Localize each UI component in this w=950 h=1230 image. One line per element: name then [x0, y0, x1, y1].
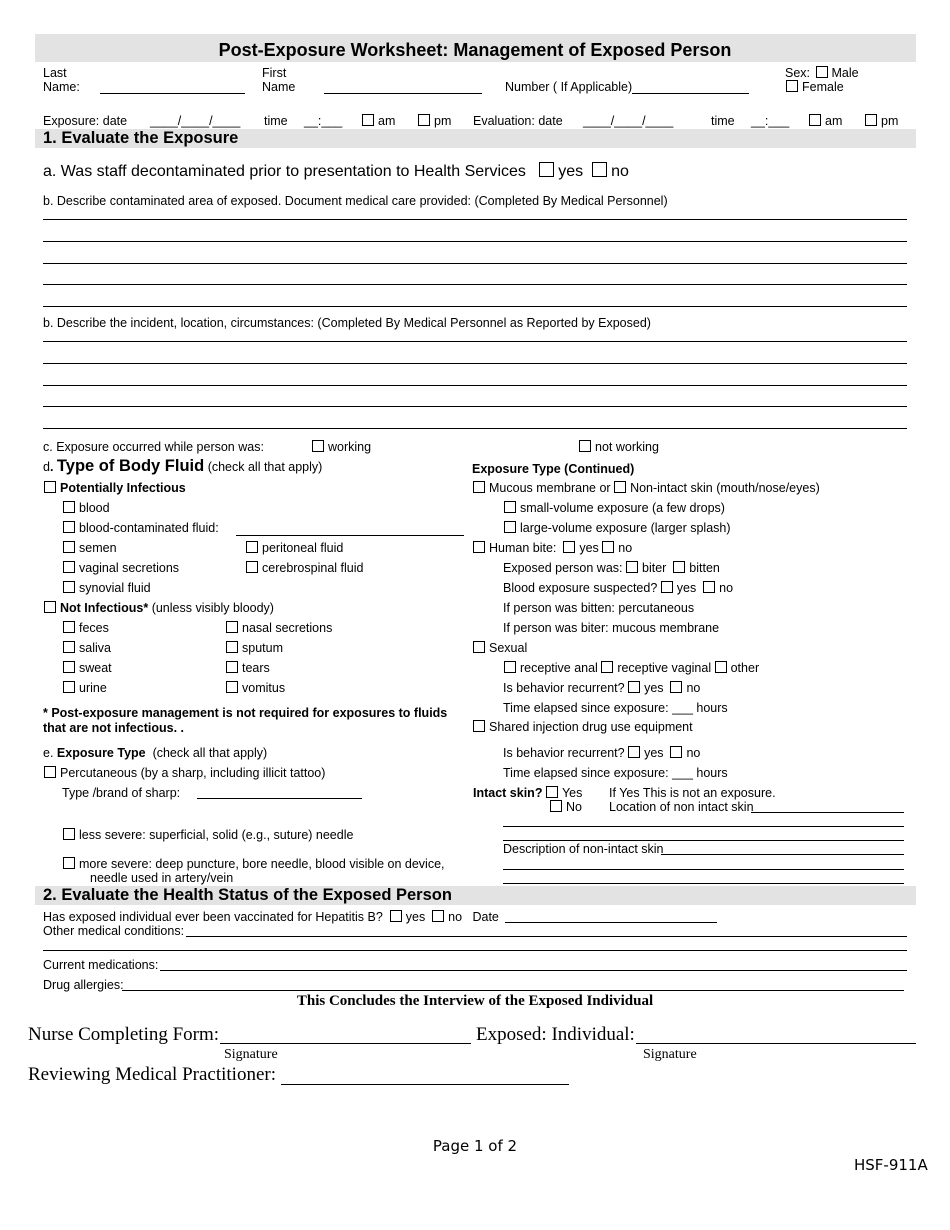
urine-checkbox[interactable] [63, 681, 75, 693]
tears-option: tears [226, 661, 270, 675]
peritoneal-option: peritoneal fluid [246, 541, 343, 555]
feces-checkbox[interactable] [63, 621, 75, 633]
exposure-type-heading: e. Exposure Type (check all that apply) [43, 746, 268, 760]
working-option: working [312, 440, 371, 454]
hep-b-row: Has exposed individual ever been vaccinated for Hepatitis B? yes no Date [43, 910, 499, 924]
b1-line-1[interactable] [43, 219, 907, 220]
more-severe-checkbox[interactable] [63, 857, 75, 869]
synovial-checkbox[interactable] [63, 581, 75, 593]
female-option: Female [786, 80, 844, 94]
other-conditions-label: Other medical conditions: [43, 924, 185, 938]
semen-option: semen [63, 541, 117, 555]
nasal-option: nasal secretions [226, 621, 332, 635]
vomitus-option: vomitus [226, 681, 285, 695]
evaluation-am-checkbox[interactable] [809, 114, 821, 126]
less-severe-option: less severe: superficial, solid (e.g., suture) needle [63, 828, 353, 842]
nonintact-checkbox[interactable] [614, 481, 626, 493]
mucous-option: Mucous membrane or Non-intact skin (mouth/nose/eyes) [473, 481, 820, 495]
current-medications-field[interactable] [160, 970, 907, 971]
intact-yes-checkbox[interactable] [546, 786, 558, 798]
blood-option: blood [63, 501, 110, 515]
sharp-brand-field[interactable] [197, 798, 362, 799]
hep-b-no-checkbox[interactable] [432, 910, 444, 922]
first-name-label: First Name [262, 66, 296, 94]
male-checkbox[interactable] [816, 66, 828, 78]
exposure-pm-checkbox[interactable] [418, 114, 430, 126]
sharp-brand-label: Type /brand of sharp: [62, 786, 181, 800]
description-nonintact-field[interactable] [661, 854, 904, 855]
question-c: c. Exposure occurred while person was: [43, 440, 264, 454]
reviewing-label: Reviewing Medical Practitioner: [28, 1064, 276, 1085]
exposed-signature-field[interactable] [636, 1043, 916, 1044]
human-bite-checkbox[interactable] [473, 541, 485, 553]
sexual-recurrent-yes-checkbox[interactable] [628, 681, 640, 693]
drug-allergies-field[interactable] [122, 990, 904, 991]
current-medications-label: Current medications: [43, 958, 159, 972]
section1-heading: 1. Evaluate the Exposure [43, 129, 239, 147]
last-name-field[interactable] [100, 93, 245, 94]
if-yes-note: If Yes This is not an exposure. [609, 786, 776, 800]
description-nonintact-line-3[interactable] [503, 883, 904, 884]
feces-option: feces [63, 621, 109, 635]
other-conditions-field[interactable] [186, 936, 907, 937]
intact-no-checkbox[interactable] [550, 800, 562, 812]
evaluation-am-option: am [809, 114, 842, 128]
nasal-checkbox[interactable] [226, 621, 238, 633]
other-checkbox[interactable] [715, 661, 727, 673]
b1-line-5[interactable] [43, 306, 907, 307]
other-conditions-line-2[interactable] [43, 950, 907, 951]
sexual-checkbox[interactable] [473, 641, 485, 653]
injection-recurrent-row: Is behavior recurrent? yes no [503, 746, 701, 760]
reviewing-signature-field[interactable] [281, 1084, 569, 1085]
number-field[interactable] [632, 93, 749, 94]
female-checkbox[interactable] [786, 80, 798, 92]
exposure-am-checkbox[interactable] [362, 114, 374, 126]
exposure-time-field[interactable]: __:___ [304, 114, 343, 128]
fluid-heading: d. Type of Body Fluid (check all that apply) [43, 457, 323, 475]
sweat-checkbox[interactable] [63, 661, 75, 673]
blood-contaminated-checkbox[interactable] [63, 521, 75, 533]
exposure-time-label: time [264, 114, 288, 128]
if-bitten-text: If person was bitten: percutaneous [503, 601, 695, 615]
percutaneous-checkbox[interactable] [44, 766, 56, 778]
sex-label: Sex: Male [785, 66, 859, 80]
exposed-label: Exposed: Individual: [476, 1024, 635, 1045]
potentially-infectious-option: Potentially Infectious [44, 481, 186, 495]
shared-injection-checkbox[interactable] [473, 720, 485, 732]
intact-no-option: No [550, 800, 582, 814]
small-volume-checkbox[interactable] [504, 501, 516, 513]
b2-line-4[interactable] [43, 406, 907, 407]
vaginal-checkbox[interactable] [63, 561, 75, 573]
location-nonintact-line-2[interactable] [503, 826, 904, 827]
footnote: * Post-exposure management is not required for exposures to fluids that are not infectious. . [43, 706, 448, 735]
description-nonintact-label: Description of non-intact skin [503, 842, 664, 856]
peritoneal-checkbox[interactable] [246, 541, 258, 553]
tears-checkbox[interactable] [226, 661, 238, 673]
exposure-date-label: Exposure: date [43, 114, 128, 128]
injection-time-elapsed: Time elapsed since exposure: ___ hours [503, 766, 728, 780]
small-volume-option: small-volume exposure (a few drops) [504, 501, 725, 515]
b2-line-2[interactable] [43, 363, 907, 364]
exposure-pm-option: pm [418, 114, 451, 128]
blood-suspected-no-checkbox[interactable] [703, 581, 715, 593]
b2-line-3[interactable] [43, 385, 907, 386]
blood-contaminated-field[interactable] [236, 535, 464, 536]
decontaminated-no-checkbox[interactable] [592, 162, 607, 177]
semen-checkbox[interactable] [63, 541, 75, 553]
working-checkbox[interactable] [312, 440, 324, 452]
sweat-option: sweat [63, 661, 112, 675]
evaluation-date-label: Evaluation: date [473, 114, 563, 128]
evaluation-date-field[interactable]: ____/____/____ [583, 114, 674, 128]
sexual-option: Sexual [473, 641, 527, 655]
b1-line-3[interactable] [43, 263, 907, 264]
sexual-recurrent-row: Is behavior recurrent? yes no [503, 681, 701, 695]
description-nonintact-line-2[interactable] [503, 869, 904, 870]
not-infectious-checkbox[interactable] [44, 601, 56, 613]
shared-injection-option: Shared injection drug use equipment [473, 720, 693, 734]
cerebrospinal-option: cerebrospinal fluid [246, 561, 363, 575]
mucous-checkbox[interactable] [473, 481, 485, 493]
blood-checkbox[interactable] [63, 501, 75, 513]
bitten-checkbox[interactable] [673, 561, 685, 573]
potentially-infectious-checkbox[interactable] [44, 481, 56, 493]
b1-line-4[interactable] [43, 284, 907, 285]
intact-skin-row: Intact skin? Yes [473, 786, 583, 800]
sexual-type-row: receptive anal receptive vaginal other [504, 661, 759, 675]
b1-line-2[interactable] [43, 241, 907, 242]
sexual-recurrent-no-checkbox[interactable] [670, 681, 682, 693]
question-b2: b. Describe the incident, location, circumstances: (Completed By Medical Personnel as Reported by Exposed) [43, 316, 651, 330]
sexual-time-elapsed: Time elapsed since exposure: ___ hours [503, 701, 728, 715]
blood-contaminated-option: blood-contaminated fluid: [63, 521, 219, 535]
large-volume-option: large-volume exposure (larger splash) [504, 521, 731, 535]
page-number: Page 1 of 2 [432, 1137, 518, 1155]
urine-option: urine [63, 681, 107, 695]
exposure-continued-heading: Exposure Type (Continued) [472, 462, 635, 476]
saliva-checkbox[interactable] [63, 641, 75, 653]
question-b1: b. Describe contaminated area of exposed. Document medical care provided: (Completed By Medical Personnel) [43, 194, 668, 208]
question-a: a. Was staff decontaminated prior to presentation to Health Services yes no [43, 163, 629, 180]
nurse-signature-field[interactable] [220, 1043, 471, 1044]
blood-suspected-row: Blood exposure suspected? yes no [503, 581, 734, 595]
section2-heading: 2. Evaluate the Health Status of the Exposed Person [43, 886, 452, 904]
not-working-option: not working [579, 440, 659, 454]
hep-b-yes-checkbox[interactable] [390, 910, 402, 922]
exposed-signature-caption: Signature [643, 1047, 697, 1062]
evaluation-time-label: time [711, 114, 735, 128]
vomitus-checkbox[interactable] [226, 681, 238, 693]
number-label: Number ( If Applicable) [505, 80, 633, 94]
decontaminated-yes-checkbox[interactable] [539, 162, 554, 177]
evaluation-pm-option: pm [865, 114, 898, 128]
not-infectious-option: Not Infectious* (unless visibly bloody) [44, 601, 274, 615]
biter-checkbox[interactable] [626, 561, 638, 573]
large-volume-checkbox[interactable] [504, 521, 516, 533]
page-title: Post-Exposure Worksheet: Management of Exposed Person [218, 40, 732, 60]
evaluation-pm-checkbox[interactable] [865, 114, 877, 126]
location-nonintact-field[interactable] [751, 812, 904, 813]
exposure-date-field[interactable]: ____/____/____ [150, 114, 241, 128]
exposed-was-row: Exposed person was: biter bitten [503, 561, 720, 575]
less-severe-checkbox[interactable] [63, 828, 75, 840]
nurse-signature-caption: Signature [224, 1047, 278, 1062]
vaginal-option: vaginal secretions [63, 561, 179, 575]
conclusion-text: This Concludes the Interview of the Exposed Individual [296, 993, 654, 1009]
last-name-label: Last Name: [43, 66, 80, 94]
receptive-anal-checkbox[interactable] [504, 661, 516, 673]
nurse-label: Nurse Completing Form: [28, 1024, 220, 1045]
injection-recurrent-yes-checkbox[interactable] [628, 746, 640, 758]
location-nonintact-line-3[interactable] [503, 840, 904, 841]
more-severe-option: more severe: deep puncture, bore needle, blood visible on device, needle used in artery/vein [63, 857, 445, 885]
location-nonintact-label: Location of non intact skin [609, 800, 754, 814]
synovial-option: synovial fluid [63, 581, 151, 595]
sputum-option: sputum [226, 641, 283, 655]
human-bite-option: Human bite: yes no [473, 541, 632, 555]
injection-recurrent-no-checkbox[interactable] [670, 746, 682, 758]
saliva-option: saliva [63, 641, 111, 655]
form-id: HSF-911A [854, 1156, 928, 1174]
blood-suspected-yes-checkbox[interactable] [661, 581, 673, 593]
receptive-vaginal-checkbox[interactable] [601, 661, 613, 673]
drug-allergies-label: Drug allergies: [43, 978, 124, 992]
not-working-checkbox[interactable] [579, 440, 591, 452]
percutaneous-option: Percutaneous (by a sharp, including illicit tattoo) [44, 766, 325, 780]
b2-line-1[interactable] [43, 341, 907, 342]
b2-line-5[interactable] [43, 428, 907, 429]
cerebrospinal-checkbox[interactable] [246, 561, 258, 573]
hep-b-date-field[interactable] [505, 922, 717, 923]
evaluation-time-field[interactable]: __:___ [751, 114, 790, 128]
sputum-checkbox[interactable] [226, 641, 238, 653]
bite-no-checkbox[interactable] [602, 541, 614, 553]
bite-yes-checkbox[interactable] [563, 541, 575, 553]
if-biter-text: If person was biter: mucous membrane [503, 621, 720, 635]
exposure-am-option: am [362, 114, 395, 128]
first-name-field[interactable] [324, 93, 482, 94]
